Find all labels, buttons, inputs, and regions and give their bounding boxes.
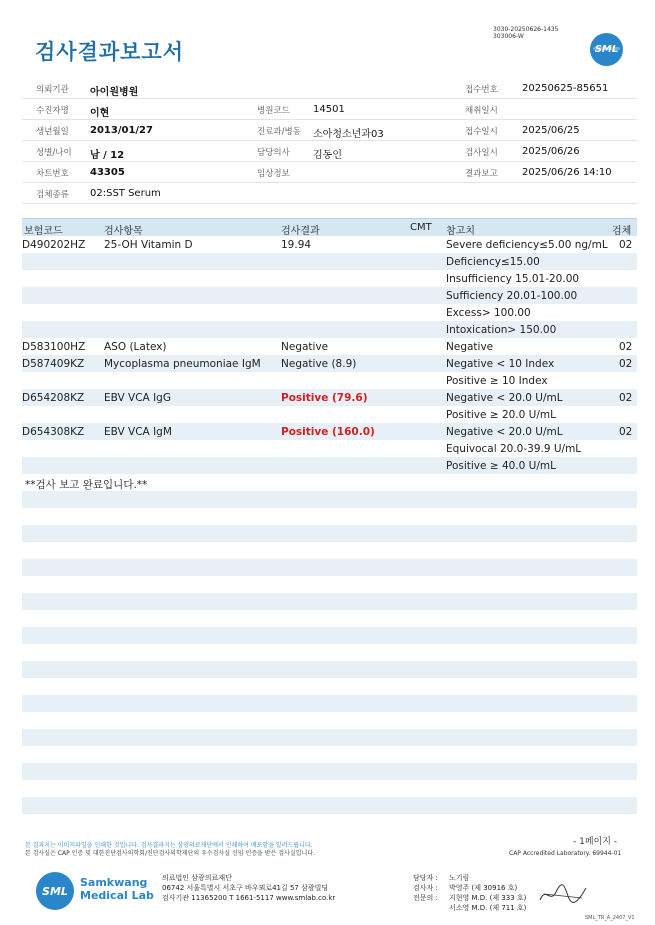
info-row — [22, 99, 637, 120]
row-stripe — [22, 593, 637, 610]
info-label: 결과보고 — [465, 169, 498, 179]
results-table — [22, 236, 637, 474]
reference-range: Sufficiency 20.01-100.00 — [446, 290, 578, 302]
table-row — [22, 287, 637, 304]
address-line-2: 06742 서울특별시 서초구 바우뫼로41길 57 삼광빌딩 — [162, 884, 329, 892]
table-row — [22, 440, 637, 457]
info-label: 접수번호 — [465, 85, 498, 95]
document-id-line-2: 303006-W — [493, 33, 524, 40]
reference-range: Positive ≥ 20.0 U/mL — [446, 409, 556, 421]
info-value: 2025/06/26 — [522, 146, 580, 157]
disclaimer — [25, 842, 315, 858]
info-label: 성별/나이 — [36, 148, 72, 158]
reference-range: Negative < 20.0 U/mL — [446, 392, 563, 404]
test-item: EBV VCA IgM — [104, 426, 172, 438]
results-header — [22, 218, 637, 236]
header-insurance-code: 보험코드 — [24, 226, 63, 237]
info-label: 검사일시 — [465, 148, 498, 158]
info-row — [22, 78, 637, 99]
info-value: 2013/01/27 — [90, 125, 153, 136]
row-stripe — [22, 780, 637, 797]
header-test-item: 검사항목 — [104, 226, 143, 237]
table-row — [22, 389, 637, 406]
footer-brand — [80, 876, 154, 902]
insurance-code: D654308KZ — [22, 426, 85, 438]
staff-role: 검사자 : — [413, 884, 438, 892]
info-value: 2025/06/25 — [522, 125, 580, 136]
row-stripe — [22, 661, 637, 678]
sml-logo-icon: SML — [590, 33, 623, 66]
table-row — [22, 372, 637, 389]
info-label: 수진자명 — [36, 106, 69, 116]
report-complete-note: **검사 보고 완료입니다.** — [25, 479, 148, 491]
table-row — [22, 457, 637, 474]
table-row — [22, 338, 637, 355]
info-value: 아이원병원 — [90, 87, 139, 98]
reference-range: Severe deficiency≤5.00 ng/mL — [446, 239, 608, 251]
specimen-code: 02 — [619, 358, 633, 370]
info-label: 채취일시 — [465, 106, 498, 116]
info-label: 검체종류 — [36, 190, 69, 200]
table-row — [22, 270, 637, 287]
row-stripe — [22, 678, 637, 695]
page-number: - 1페이지 - — [573, 837, 618, 847]
row-stripe — [22, 491, 637, 508]
address-line-1: 의료법인 삼광의료재단 — [162, 874, 232, 882]
test-result: 19.94 — [281, 239, 312, 251]
staff-line — [413, 903, 526, 913]
info-value: 20250625-85651 — [522, 83, 609, 94]
table-row — [22, 406, 637, 423]
row-stripe — [22, 610, 637, 627]
staff-name: 서소영 M.D. (제 711 호) — [449, 904, 527, 912]
row-stripe — [22, 644, 637, 661]
table-row — [22, 253, 637, 270]
info-row — [22, 162, 637, 183]
test-result: Positive (79.6) — [281, 392, 368, 404]
document-id-line-1: 3030-20250626-1435 — [493, 26, 559, 33]
insurance-code: D587409KZ — [22, 358, 85, 370]
document-id — [493, 26, 558, 40]
insurance-code: D490202HZ — [22, 239, 86, 251]
row-stripe — [22, 542, 637, 559]
table-row — [22, 304, 637, 321]
test-item: Mycoplasma pneumoniae IgM — [104, 358, 261, 370]
header-reference: 참고치 — [446, 226, 475, 237]
row-stripe — [22, 525, 637, 542]
brand-line-2: Medical Lab — [80, 889, 154, 902]
specimen-code: 02 — [619, 239, 633, 251]
reference-range: Negative — [446, 341, 494, 353]
address-line-3: 검사기관 11365200 T 1661-5117 www.smlab.co.kr — [162, 894, 336, 902]
footer-staff — [413, 873, 526, 913]
info-label: 의뢰기관 — [36, 85, 69, 95]
info-label: 임상정보 — [257, 169, 290, 179]
reference-range: Insufficiency 15.01-20.00 — [446, 273, 580, 285]
row-stripe — [22, 576, 637, 593]
row-stripe — [22, 763, 637, 780]
header-cmt: CMT — [410, 222, 432, 233]
header-specimen: 검체 — [612, 226, 632, 237]
page-title: 검사결과보고서 — [35, 40, 185, 64]
specimen-code: 02 — [619, 341, 633, 353]
info-label: 병원코드 — [257, 106, 290, 116]
staff-role: 전문의 : — [413, 894, 438, 902]
info-value: 이현 — [90, 108, 110, 119]
reference-range: Excess> 100.00 — [446, 307, 531, 319]
insurance-code: D654208KZ — [22, 392, 85, 404]
footer-sml-logo-icon: SML — [36, 872, 74, 910]
header-test-result: 검사결과 — [281, 226, 320, 237]
staff-name: 지현영 M.D. (제 333 호) — [449, 894, 527, 902]
test-item: 25-OH Vitamin D — [104, 239, 193, 251]
reference-range: Deficiency≤15.00 — [446, 256, 540, 268]
brand-line-1: Samkwang — [80, 876, 148, 889]
staff-name: 박영주 (제 30916 호) — [449, 884, 518, 892]
table-row — [22, 423, 637, 440]
info-row — [22, 183, 637, 204]
row-stripe — [22, 729, 637, 746]
specimen-code: 02 — [619, 392, 633, 404]
patient-info-table — [22, 78, 637, 204]
info-label: 접수일시 — [465, 127, 498, 137]
test-item: ASO (Latex) — [104, 341, 167, 353]
test-result: Negative — [281, 341, 329, 353]
info-row — [22, 141, 637, 162]
row-stripe — [22, 559, 637, 576]
info-value: 김동인 — [313, 150, 342, 161]
row-stripe — [22, 508, 637, 525]
disclaimer-line-1: 본 결과지는 이미지파일을 인쇄한 것입니다. 검사결과지는 삼광의료재단에서 인쇄하여 배포함을 알려드립니다. — [25, 842, 313, 849]
info-value: 43305 — [90, 167, 125, 178]
info-label: 차트번호 — [36, 169, 69, 179]
test-result: Negative (8.9) — [281, 358, 357, 370]
staff-line — [413, 873, 526, 883]
info-value: 14501 — [313, 104, 345, 115]
footer-address — [162, 873, 335, 903]
insurance-code: D583100HZ — [22, 341, 86, 353]
reference-range: Positive ≥ 40.0 U/mL — [446, 460, 556, 472]
row-stripe — [22, 797, 637, 814]
staff-role: 담당자 : — [413, 874, 438, 882]
staff-name: 노기림 — [449, 874, 470, 882]
row-stripe — [22, 627, 637, 644]
row-stripe — [22, 746, 637, 763]
disclaimer-line-2: 본 검사실은 CAP 인증 및 대한진단검사의학회/진단검사의학재단의 우수검사실 신임 인증을 받은 검사실입니다. — [25, 850, 315, 857]
info-value: 2025/06/26 14:10 — [522, 167, 612, 178]
signature-icon — [538, 880, 588, 908]
reference-range: Intoxication> 150.00 — [446, 324, 557, 336]
table-row — [22, 236, 637, 253]
reference-range: Positive ≥ 10 Index — [446, 375, 548, 387]
info-label: 담당의사 — [257, 148, 290, 158]
info-value: 남 / 12 — [90, 150, 125, 161]
row-stripe — [22, 695, 637, 712]
table-row — [22, 355, 637, 372]
reference-range: Equivocal 20.0-39.9 U/mL — [446, 443, 582, 455]
cap-accreditation: CAP Accredited Laboratory. 69944-01 — [509, 850, 622, 857]
test-item: EBV VCA IgG — [104, 392, 171, 404]
specimen-code: 02 — [619, 426, 633, 438]
info-label: 진료과/병동 — [257, 127, 301, 137]
staff-line — [413, 893, 526, 903]
reference-range: Negative < 20.0 U/mL — [446, 426, 563, 438]
row-stripe — [22, 712, 637, 729]
form-id: SML_TR_A_2407_V1 — [585, 915, 635, 921]
info-value: 02:SST Serum — [90, 188, 161, 199]
info-value: 소아청소년과03 — [313, 129, 384, 140]
test-result: Positive (160.0) — [281, 426, 375, 438]
info-row — [22, 120, 637, 141]
staff-line — [413, 883, 526, 893]
table-row — [22, 321, 637, 338]
reference-range: Negative < 10 Index — [446, 358, 555, 370]
info-label: 생년월일 — [36, 127, 69, 137]
